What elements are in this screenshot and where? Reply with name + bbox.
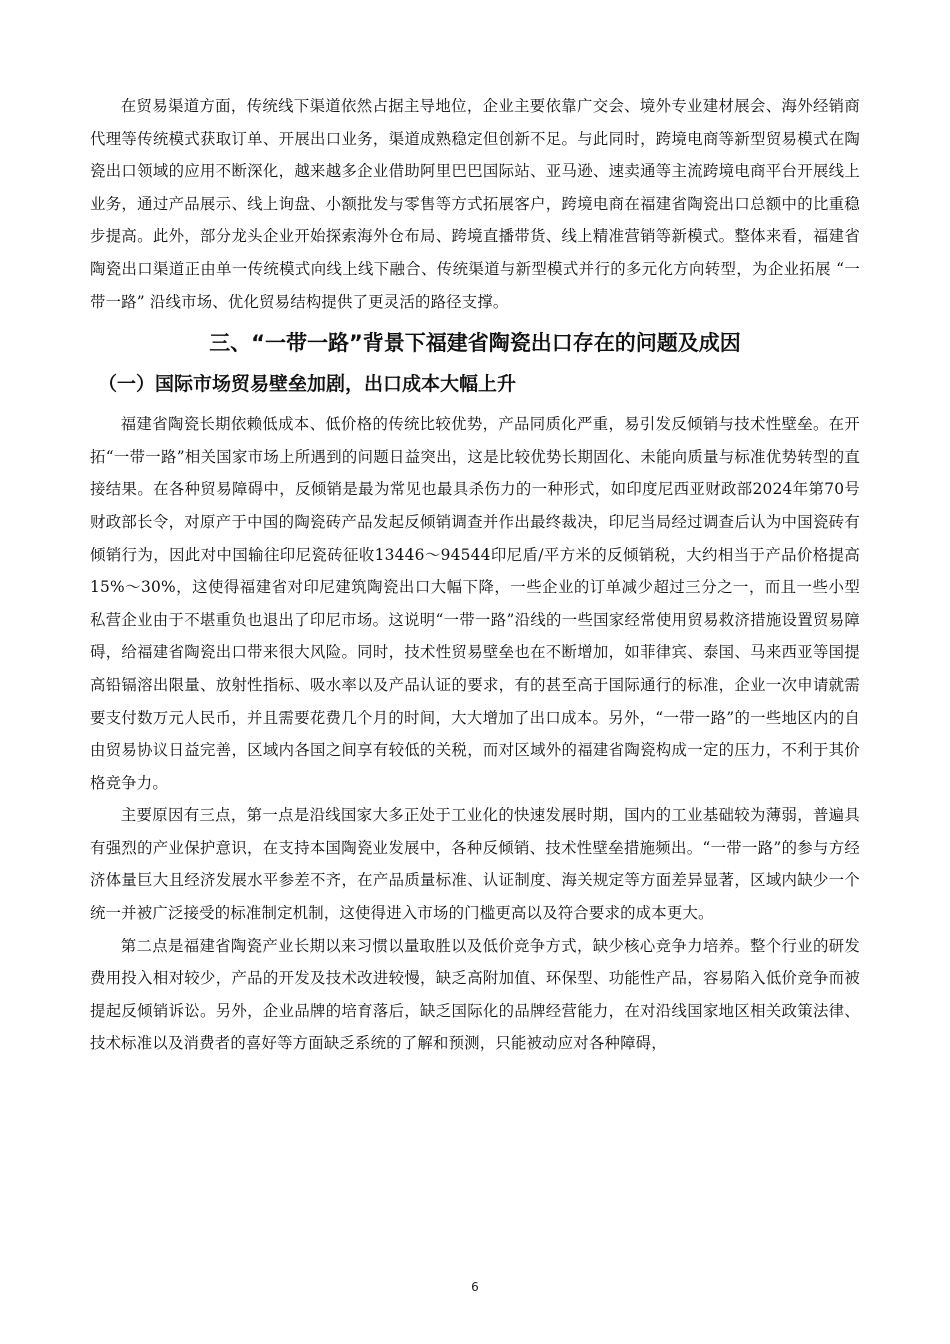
paragraph-trade-channels: 在贸易渠道方面，传统线下渠道依然占据主导地位，企业主要依靠广交会、境外专业建材展会、海外经销商代理等传统模式获取订单、开展出口业务，渠道成熟稳定但创新不足。与此同时，跨境电商等新型贸易模式在陶瓷出口领域的应用不断深化，越来越多企业借助阿里巴巴国际站、亚马逊、速卖通等主流跨境电商平台开展线上业务，通过产品展示、线上询盘、小额批发与零售等方式拓展客户，跨境电商在福建省陶瓷出口总额中的比重稳步提高。此外，部分龙头企业开始探索海外仓布局、跨境直播带货、线上精准营销等新模式。整体来看，福建省陶瓷出口渠道正由单一传统模式向线上线下融合、传统渠道与新型模式并行的多元化方向转型，为企业拓展 “一带一路” 沿线市场、优化贸易结构提供了更灵活的路径支撑。 <box>90 97 860 311</box>
section-heading: 三、“一带一路”背景下福建省陶瓷出口存在的问题及成因 <box>209 331 741 356</box>
page-number: 6 <box>471 1280 479 1294</box>
paragraph-cause-one: 主要原因有三点，第一点是沿线国家大多正处于工业化的快速发展时期，国内的工业基础较为薄弱，普遍具有强烈的产业保护意识，在支持本国陶瓷业发展中，各种反倾销、技术性壁垒措施频出。“一带一路”的参与方经济体量巨大且经济发展水平参差不齐，在产品质量标准、认证制度、海关规定等方面差异显著，区域内缺少一个统一并被广泛接受的标准制定机制，这使得进入市场的门槛更高以及符合要求的成本更大。 <box>90 806 860 923</box>
subsection-heading: （一）国际市场贸易壁垒加剧，出口成本大幅上升 <box>98 373 517 396</box>
paragraph-trade-barriers: 福建省陶瓷长期依赖低成本、低价格的传统比较优势，产品同质化严重，易引发反倾销与技术性壁垒。在开拓“一带一路”相关国家市场上所遇到的问题日益突出，这是比较优势长期固化、未能向质量与标准优势转型的直接结果。在各种贸易障碍中，反倾销是最为常见也最具杀伤力的一种形式，如印度尼西亚财政部2024年第70号财政部长令，对原产于中国的陶瓷砖产品发起反倾销调查并作出最终裁决，印尼当局经过调查后认为中国瓷砖有倾销行为，因此对中国输往印尼瓷砖征收13446～94544印尼盾/平方米的反倾销税，大约相当于产品价格提高15%～30%，这使得福建省对印尼建筑陶瓷出口大幅下降，一些企业的订单减少超过三分之一，而且一些小型私营企业由于不堪重负也退出了印尼市场。这说明“一带一路”沿线的一些国家经常使用贸易救济措施设置贸易障碍，给福建省陶瓷出口带来很大风险。同时，技术性贸易壁垒也在不断增加，如菲律宾、泰国、马来西亚等国提高铅镉溶出限量、放射性指标、吸水率以及产品认证的要求，有的甚至高于国际通行的标准，企业一次申请就需要支付数万元人民币，并且需要花费几个月的时间，大大增加了出口成本。另外，“一带一路”的一些地区内的自由贸易协议日益完善，区域内各国之间享有较低的关税，而对区域外的福建省陶瓷构成一定的压力，不利于其价格竞争力。 <box>90 415 860 792</box>
paragraph-cause-two: 第二点是福建省陶瓷产业长期以来习惯以量取胜以及低价竞争方式，缺少核心竞争力培养。整个行业的研发费用投入相对较少，产品的开发及技术改进较慢，缺乏高附加值、环保型、功能性产品，容易陷入低价竞争而被提起反倾销诉讼。另外，企业品牌的培育落后，缺乏国际化的品牌经营能力，在对沿线国家地区相关政策法律、技术标准以及消费者的喜好等方面缺乏系统的了解和预测，只能被动应对各种障碍， <box>90 936 860 1053</box>
page-body <box>90 90 860 1060</box>
